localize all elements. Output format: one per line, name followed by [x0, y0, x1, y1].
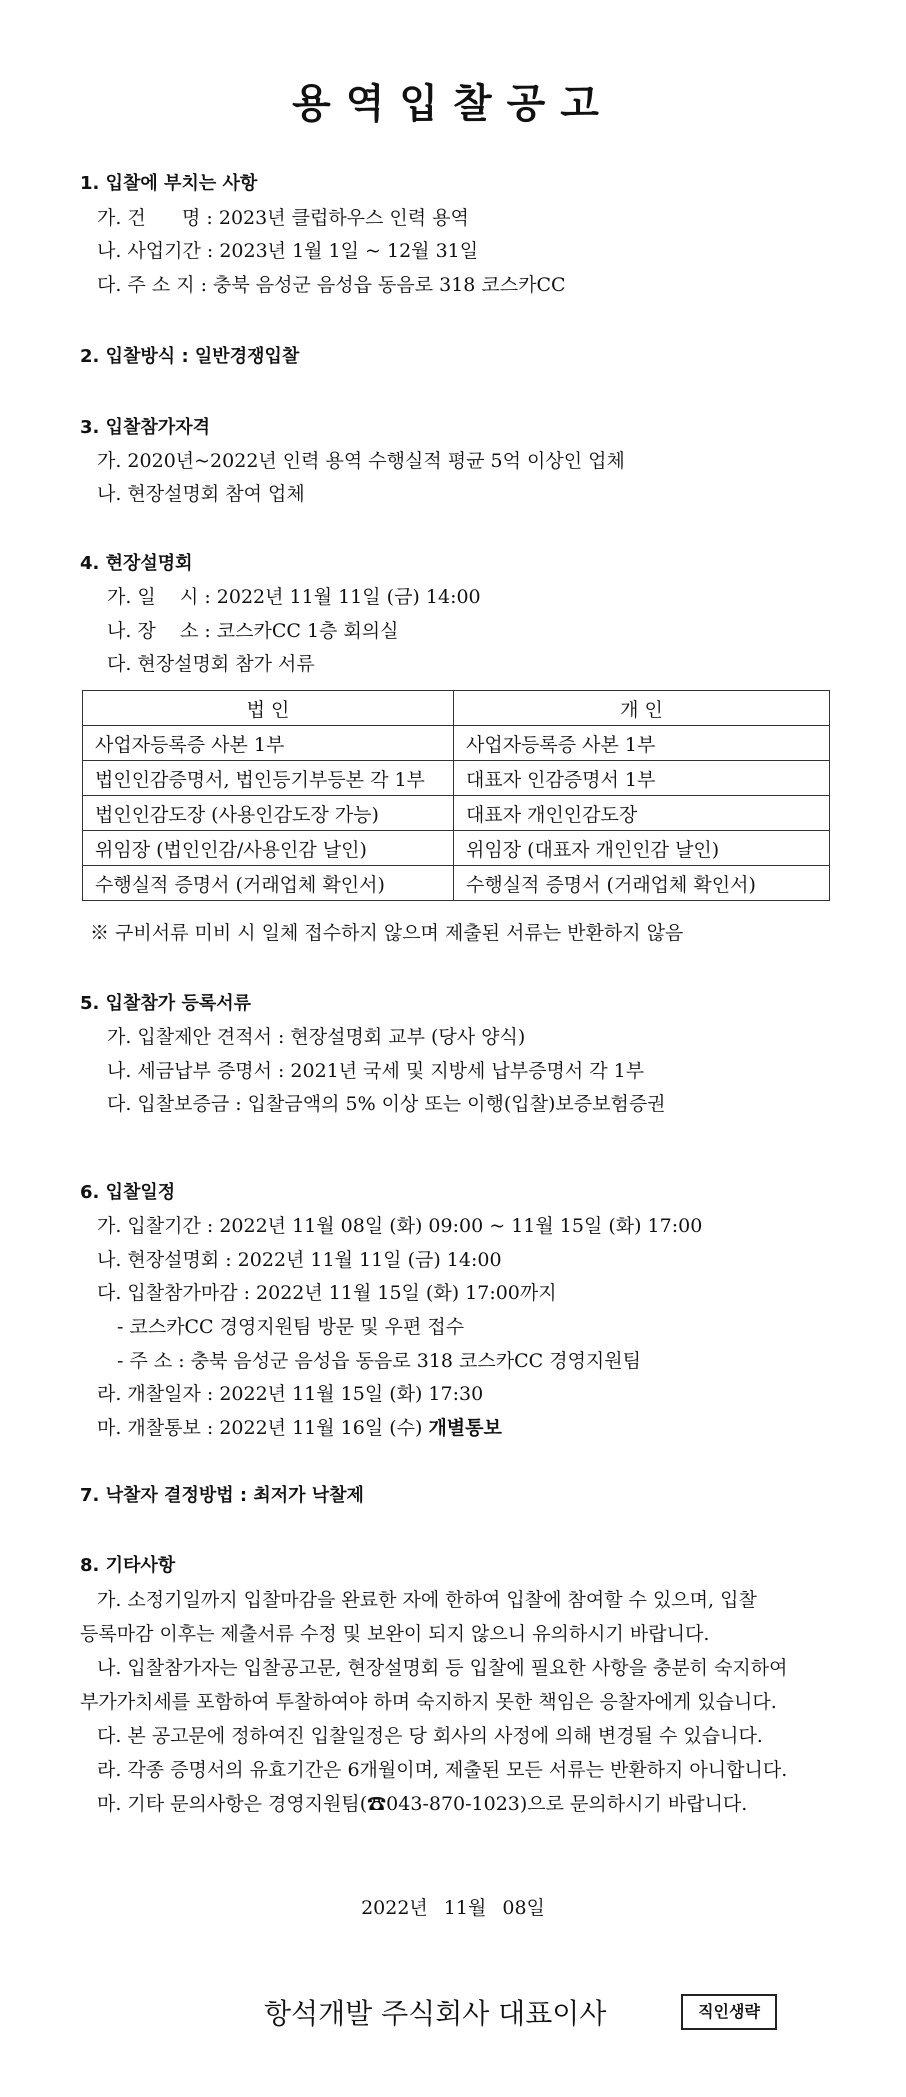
schedule-notification — [97, 1415, 502, 1441]
section-6-heading: 6. 입찰일정 — [80, 1182, 176, 1203]
briefing-datetime: 가. 일 시 : 2022년 11월 11일 (금) 14:00 — [107, 586, 481, 608]
section-8-heading: 8. 기타사항 — [80, 1555, 176, 1576]
misc-line: 나. 입찰참가자는 입찰공고문, 현장설명회 등 입찰에 필요한 사항을 충분히 숙지하여 — [97, 1657, 788, 1679]
misc-line: 가. 소정기일까지 입찰마감을 완료한 자에 한하여 입찰에 참여할 수 있으며, 입찰 — [97, 1589, 757, 1611]
table-header-row — [83, 691, 830, 726]
table-cell: 법인인감증명서, 법인등기부등본 각 1부 — [83, 761, 454, 796]
schedule-submission-address: - 주 소 : 충북 음성군 음성읍 동음로 318 코스카CC 경영지원팀 — [117, 1350, 641, 1372]
table-row — [83, 831, 830, 866]
misc-line: 다. 본 공고문에 정하여진 입찰일정은 당 회사의 사정에 의해 변경될 수 있습니다. — [97, 1725, 763, 1747]
schedule-deadline: 다. 입찰참가마감 : 2022년 11월 15일 (화) 17:00까지 — [97, 1282, 557, 1304]
table-cell: 대표자 인감증명서 1부 — [454, 761, 830, 796]
table-header-corporate: 법 인 — [83, 691, 454, 726]
qualification-a: 가. 2020년~2022년 인력 용역 수행실적 평균 5억 이상인 업체 — [97, 450, 625, 472]
signature: 항석개발 주식회사 대표이사 — [264, 1997, 607, 2030]
table-cell: 수행실적 증명서 (거래업체 확인서) — [454, 866, 830, 901]
project-name: 가. 건 명 : 2023년 클럽하우스 인력 용역 — [97, 207, 469, 229]
table-cell: 사업자등록증 사본 1부 — [83, 726, 454, 761]
schedule-submission-method: - 코스카CC 경영지원팀 방문 및 우편 접수 — [117, 1316, 465, 1338]
notification-method: 개별통보 — [428, 1417, 502, 1439]
table-row — [83, 761, 830, 796]
table-cell: 위임장 (대표자 개인인감 날인) — [454, 831, 830, 866]
notification-date: 마. 개찰통보 : 2022년 11월 16일 (수) — [97, 1417, 423, 1439]
seal-omitted-stamp: 직인생략 — [681, 1994, 777, 2030]
section-7-heading: 7. 낙찰자 결정방법 : 최저가 낙찰제 — [80, 1485, 364, 1506]
table-row — [83, 796, 830, 831]
section-3-heading: 3. 입찰참가자격 — [80, 417, 210, 438]
misc-line: 라. 각종 증명서의 유효기간은 6개월이며, 제출된 모든 서류는 반환하지 아니합니다. — [97, 1759, 788, 1781]
registration-doc-a: 가. 입찰제안 견적서 : 현장설명회 교부 (당사 양식) — [107, 1026, 526, 1048]
project-address: 다. 주 소 지 : 충북 음성군 음성읍 동음로 318 코스카CC — [97, 274, 566, 296]
briefing-location: 나. 장 소 : 코스카CC 1층 회의실 — [107, 620, 399, 642]
qualification-b: 나. 현장설명회 참여 업체 — [97, 483, 305, 505]
table-row — [83, 866, 830, 901]
section-2-heading: 2. 입찰방식 : 일반경쟁입찰 — [80, 346, 300, 367]
section-4-heading: 4. 현장설명회 — [80, 553, 193, 574]
schedule-bidding-period: 가. 입찰기간 : 2022년 11월 08일 (화) 09:00 ~ 11월 15일 (화) 17:00 — [97, 1215, 703, 1237]
table-header-individual: 개 인 — [454, 691, 830, 726]
schedule-opening-date: 라. 개찰일자 : 2022년 11월 15일 (화) 17:30 — [97, 1383, 484, 1405]
documents-note: ※ 구비서류 미비 시 일체 접수하지 않으며 제출된 서류는 반환하지 않음 — [90, 922, 684, 944]
briefing-documents-label: 다. 현장설명회 참가 서류 — [107, 653, 315, 675]
schedule-briefing: 나. 현장설명회 : 2022년 11월 11일 (금) 14:00 — [97, 1249, 502, 1271]
registration-doc-b: 나. 세금납부 증명서 : 2021년 국세 및 지방세 납부증명서 각 1부 — [107, 1060, 645, 1082]
registration-doc-c: 다. 입찰보증금 : 입찰금액의 5% 이상 또는 이행(입찰)보증보험증권 — [107, 1093, 666, 1115]
table-cell: 사업자등록증 사본 1부 — [454, 726, 830, 761]
table-row — [83, 726, 830, 761]
misc-line: 등록마감 이후는 제출서류 수정 및 보완이 되지 않으니 유의하시기 바랍니다. — [80, 1623, 710, 1645]
section-5-heading: 5. 입찰참가 등록서류 — [80, 993, 251, 1014]
required-documents-table — [82, 690, 830, 901]
table-cell: 수행실적 증명서 (거래업체 확인서) — [83, 866, 454, 901]
page-title: 용역입찰공고 — [292, 81, 614, 127]
table-cell: 위임장 (법인인감/사용인감 날인) — [83, 831, 454, 866]
section-1-heading: 1. 입찰에 부치는 사항 — [80, 173, 258, 194]
misc-line: 부가가치세를 포함하여 투찰하여야 하며 숙지하지 못한 책임은 응찰자에게 있습니다. — [80, 1691, 777, 1713]
table-cell: 대표자 개인인감도장 — [454, 796, 830, 831]
notice-date: 2022년 11월 08일 — [361, 1897, 545, 1919]
project-period: 나. 사업기간 : 2023년 1월 1일 ~ 12월 31일 — [97, 240, 479, 262]
table-cell: 법인인감도장 (사용인감도장 가능) — [83, 796, 454, 831]
misc-line: 마. 기타 문의사항은 경영지원팀(☎043-870-1023)으로 문의하시기 바랍니다. — [97, 1793, 748, 1815]
